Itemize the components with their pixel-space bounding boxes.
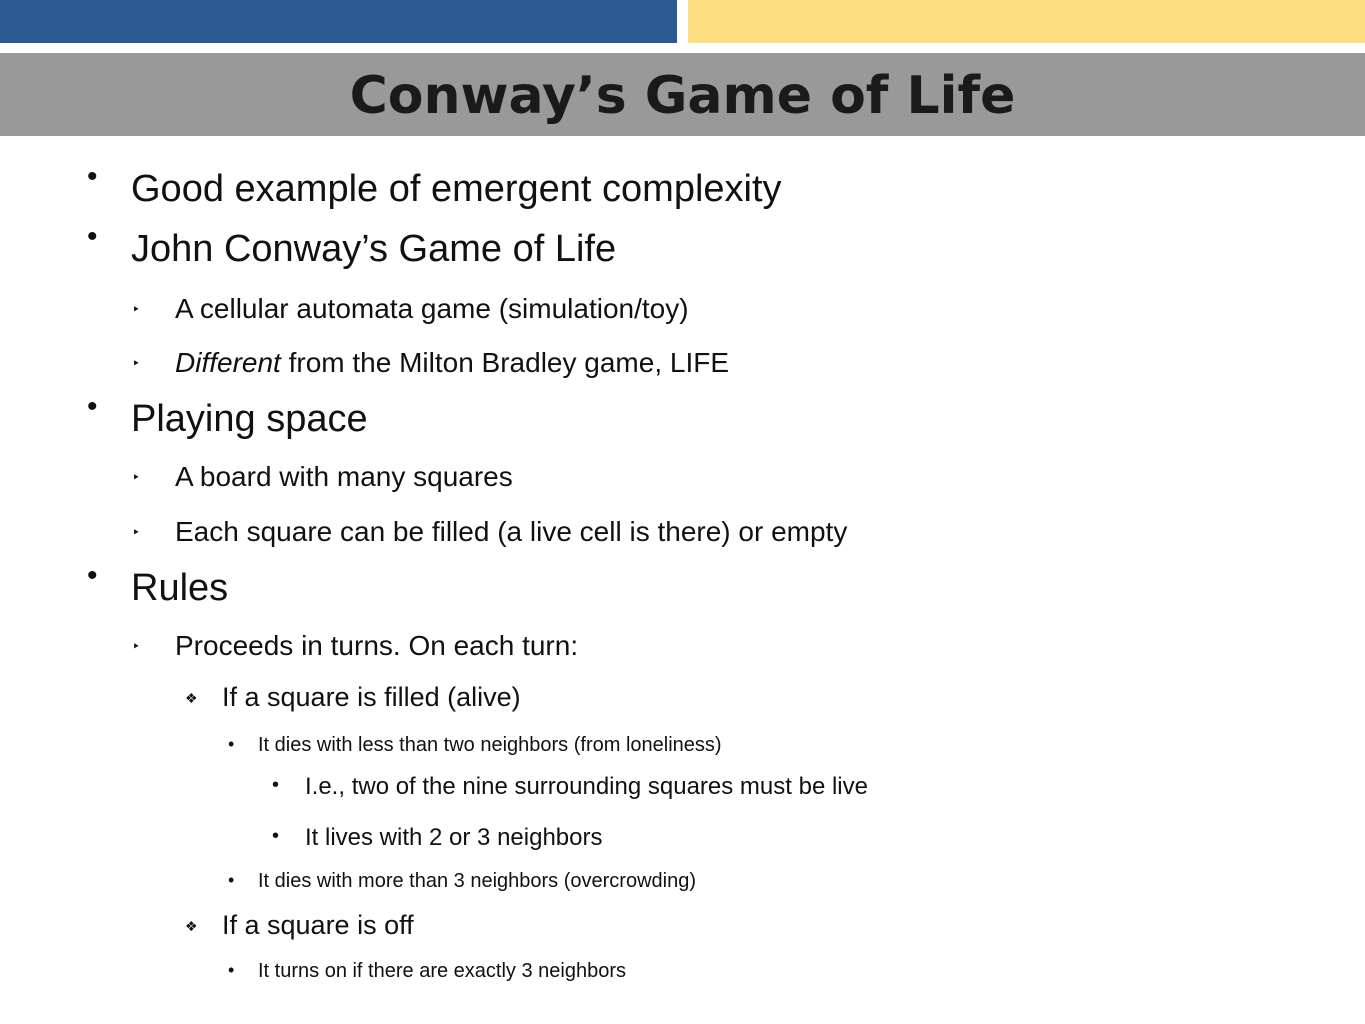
bullet-dot-icon: •: [87, 160, 98, 193]
bullet-level2: [132, 461, 513, 493]
bullet-level2: [132, 293, 689, 325]
bullet-level3: [185, 910, 414, 941]
slide-title: Conway’s Game of Life: [349, 66, 1016, 126]
bullet-text: A cellular automata game (simulation/toy): [175, 293, 689, 324]
bullet-text: If a square is filled (alive): [222, 682, 521, 712]
bullet-dot-icon: •: [87, 559, 98, 592]
bullet-level1: [87, 220, 617, 271]
bullet-text: Each square can be filled (a live cell is there) or empty: [175, 516, 848, 547]
bullet-dot-icon: •: [87, 220, 98, 253]
bullet-level2: [132, 516, 848, 548]
bullet-level4: [228, 870, 696, 893]
bullet-level1: [87, 160, 782, 211]
bullet-text: It turns on if there are exactly 3 neighbors: [258, 960, 626, 982]
bullet-level2: [132, 347, 730, 379]
bullet-level2: [132, 630, 579, 662]
bullet-dot-icon: •: [272, 774, 280, 796]
triangle-bullet-icon: ‣: [132, 638, 141, 654]
bullet-text: It lives with 2 or 3 neighbors: [305, 824, 603, 851]
bullet-text: Proceeds in turns. On each turn:: [175, 630, 579, 661]
diamond-bullet-icon: ❖: [185, 690, 198, 706]
bullet-dot-icon: •: [228, 960, 235, 980]
bullet-text: from the Milton Bradley game, LIFE: [280, 347, 730, 378]
bullet-level5: [272, 824, 603, 852]
bullet-text: John Conway’s Game of Life: [131, 228, 617, 270]
triangle-bullet-icon: ‣: [132, 301, 141, 317]
diamond-bullet-icon: ❖: [185, 918, 198, 934]
triangle-bullet-icon: ‣: [132, 469, 141, 485]
bullet-text: Rules: [131, 567, 229, 609]
bullet-dot-icon: •: [228, 734, 235, 754]
bullet-text: It dies with less than two neighbors (from loneliness): [258, 734, 722, 756]
bullet-text: If a square is off: [222, 910, 414, 940]
top-accent-bar-yellow: [688, 0, 1365, 43]
top-accent-bar-blue: [0, 0, 677, 43]
bullet-text: I.e., two of the nine surrounding squares must be live: [305, 773, 868, 800]
bullet-dot-icon: •: [87, 390, 98, 423]
bullet-emphasis: Different: [175, 347, 281, 378]
bullet-level1: [87, 559, 229, 610]
bullet-level1: [87, 390, 368, 441]
bullet-dot-icon: •: [228, 870, 235, 890]
bullet-dot-icon: •: [272, 825, 280, 847]
bullet-text: Playing space: [131, 398, 368, 440]
bullet-level3: [185, 682, 521, 713]
bullet-level5: [272, 773, 868, 801]
triangle-bullet-icon: ‣: [132, 355, 141, 371]
bullet-level4: [228, 960, 626, 983]
bullet-text: It dies with more than 3 neighbors (overcrowding): [258, 870, 696, 892]
triangle-bullet-icon: ‣: [132, 524, 141, 540]
bullet-level4: [228, 734, 722, 757]
bullet-text: A board with many squares: [175, 461, 513, 492]
bullet-text: Good example of emergent complexity: [131, 168, 782, 210]
